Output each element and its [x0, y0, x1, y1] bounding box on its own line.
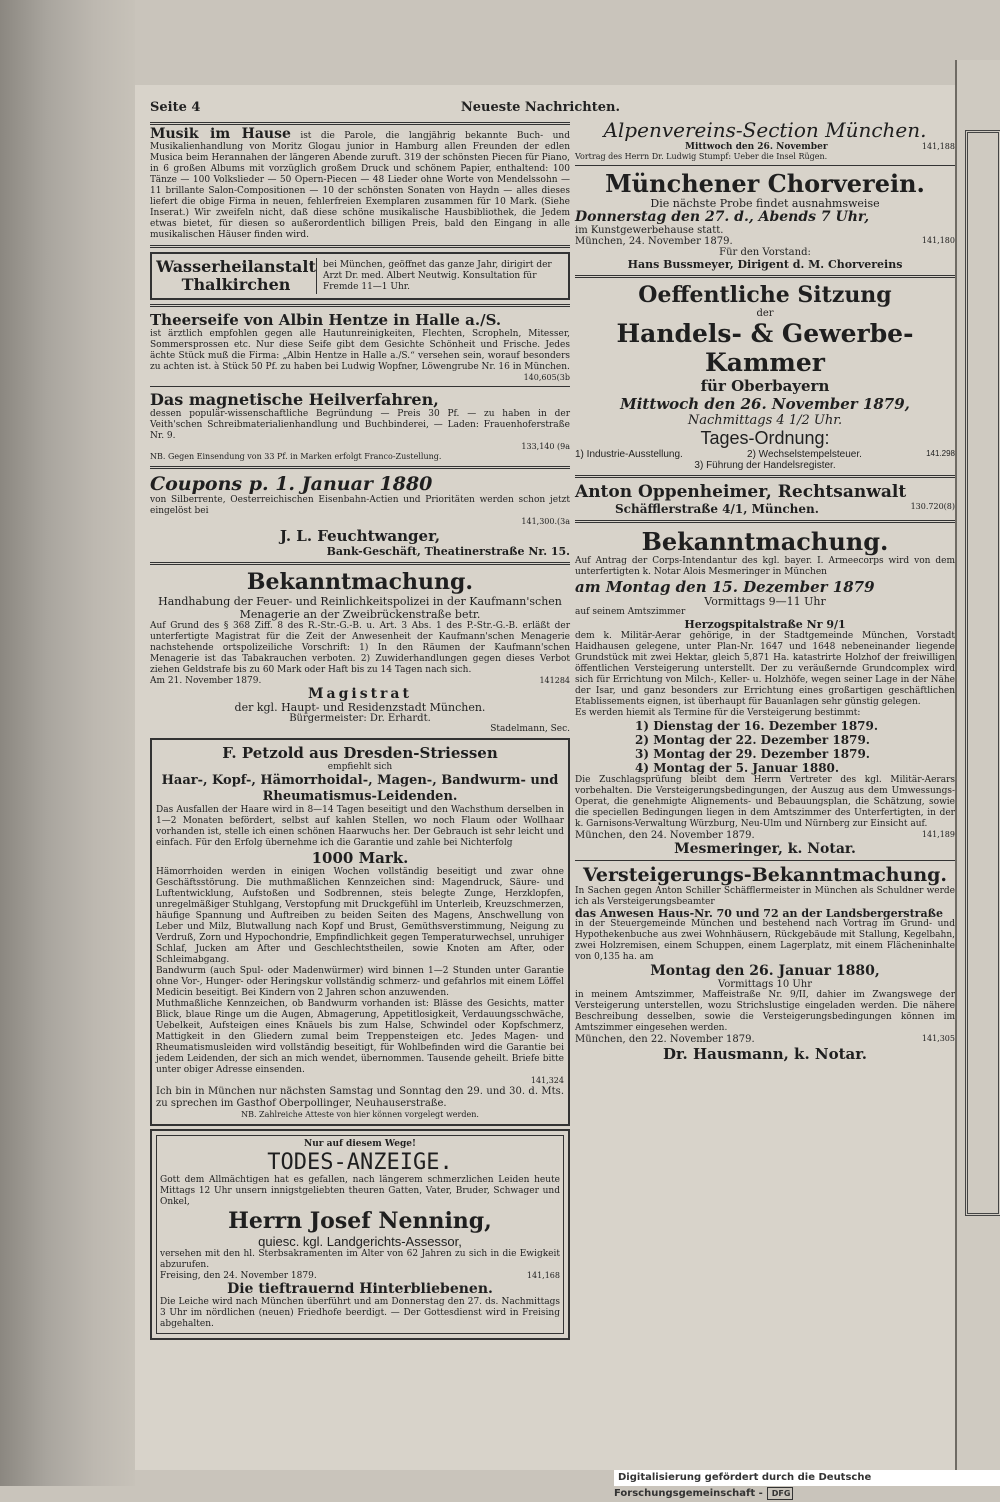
ad-title: Alpenvereins-Section München.: [603, 118, 927, 142]
dfg-logo: DFG: [767, 1487, 794, 1500]
ad-paragraph: Hämorrhoiden werden in einigen Wochen vollständig beseitigt und zwar ohne Geschäftsstörung. Die muthmaßlichen Kennzeichen sind: Magendruck, Säure- und Luftentwicklung, Aufstoßen und Sodbrennen, steis belegte Zunge, Herzklopfen, unregelmäßiger Stuhlgang, Verstopfung mit Druckgefühl im Unterleib, Kreuzschmerzen, häufige Spannung und Auftreiben zu beiden Seiten des Magens, Anschwellung von Leber und Milz, Blutwallung nach Kopf und Brust, Gemüthsverstimmung, Neigung zu Verdruß, Zorn und Hypochondrie, Empfindlichkeit gegen Temperaturwechsel, unruhiger Schlaf, Jucken am After und Geschlechtstheilen, sowie Knoten am After, oder Schleimabgang.: [156, 867, 564, 965]
notice-term: 2) Montag der 22. Dezember 1879.: [635, 733, 870, 747]
ad-title: F. Petzold aus Dresden-Striessen: [222, 744, 498, 762]
ad-alpenverein: [575, 118, 955, 162]
notice-date2: München, den 24. November 1879.: [575, 830, 755, 841]
ad-pre: Nur auf diesem Wege!: [304, 1139, 416, 1149]
ad-title: Wasserheilanstalt Thalkirchen: [156, 257, 316, 294]
ad-title: Musik im Hause: [150, 126, 291, 142]
ad-musik: [150, 126, 570, 241]
notice-date: Montag den 26. Januar 1880,: [650, 963, 880, 979]
ad-petzold: [150, 738, 570, 1126]
ad-code: 141,188: [921, 142, 955, 151]
ad-title: Theerseife von Albin Hentze in Halle a./S.: [150, 311, 502, 329]
ad-text: versehen mit den hl. Sterbsakramenten im Alter von 62 Jahren zu sich in die Ewigkeit abzurufen.: [160, 1249, 560, 1270]
notice-authority-full: der kgl. Haupt- und Residenzstadt München.: [234, 701, 486, 714]
ad-address: Bank-Geschäft, Theatinerstraße Nr. 15.: [326, 545, 570, 558]
ad-for: Für den Vorstand:: [719, 247, 811, 258]
notice-title: Bekanntmachung.: [246, 569, 474, 595]
ad-theerseife: [150, 311, 570, 383]
ad-code: 141,168: [526, 1271, 560, 1280]
ad-text: Gott dem Allmächtigen hat es gefallen, nach längerem schmerzlichen Leiden heute Mittags 12 Uhr unsern innigstgeliebten theuren Gatten, Vater, Bruder, Schwager und Onkel,: [160, 1175, 560, 1207]
ad-date: Freising, den 24. November 1879.: [160, 1271, 317, 1281]
notice-term: 4) Montag der 5. Januar 1880.: [635, 761, 840, 775]
ad-title: TODES-ANZEIGE.: [267, 1150, 453, 1175]
ad-todesanzeige: [150, 1129, 570, 1340]
ad-chamber: Handels- & Gewerbe-Kammer: [616, 319, 914, 377]
notice-code: 141,305: [921, 1034, 955, 1043]
ad-code: 130.720(8): [910, 502, 955, 511]
ad-code: 140,605(3b: [523, 373, 570, 382]
ad-name: Herrn Josef Nenning,: [228, 1208, 492, 1234]
ad-firm: J. L. Feuchtwanger,: [279, 527, 441, 545]
right-column: [575, 118, 955, 1066]
ad-date: Mittwoch den 26. November: [685, 142, 828, 152]
ad-code: 133,140 (9a: [521, 442, 570, 451]
ad-note: NB. Zahlreiche Atteste von hier können vorgelegt werden.: [241, 1110, 479, 1119]
ad-coupons: [150, 473, 570, 558]
notice-authority: Magistrat: [308, 686, 412, 702]
ad-subtitle: Haar-, Kopf-, Hämorrhoidal-, Magen-, Bandwurm- und Rheumatismus-Leidenden.: [161, 773, 559, 804]
ad-place: im Kunstgewerbehause statt.: [575, 225, 724, 236]
notice-signature: Mesmeringer, k. Notar.: [674, 841, 856, 857]
ad-paragraph: Bandwurm (auch Spul- oder Madenwürmer) wird binnen 1—2 Stunden unter Garantie ohne Vor-, Hunger- oder Heringskur vollständig schmerz- und gefahrlos mit einem Löffel Medicin beseitigt. Bei Kindern von 2 Jahren schon anzuwenden.: [156, 966, 564, 998]
newspaper-title: Neueste Nachrichten.: [460, 100, 620, 115]
ad-wasserheilanstalt: [150, 252, 570, 300]
ad-title: Das magnetische Heilverfahren,: [150, 390, 439, 409]
ad-title: Oeffentliche Sitzung: [638, 282, 892, 308]
ad-time: Nachmittags 4 1/2 Uhr.: [687, 413, 843, 428]
ad-note: NB. Gegen Einsendung von 33 Pf. in Marken erfolgt Franco-Zustellung.: [150, 452, 442, 461]
ad-code: 141,300.(3a: [521, 517, 570, 526]
notice-subject: Handhabung der Feuer- und Reinlichkeitspolizei in der Kaufmann'schen Menagerie an der Zweibrückenstraße betr.: [158, 595, 562, 621]
ornament-border: [965, 130, 1000, 1216]
next-page-edge: [955, 60, 1000, 1470]
ad-oppenheimer: [575, 482, 955, 516]
ad-date: Mittwoch den 26. November 1879,: [620, 395, 910, 413]
page-number: Seite 4: [150, 100, 201, 115]
notice-date: am Montag den 15. Dezember 1879: [575, 578, 875, 596]
notice-secretary: Stadelmann, Sec.: [490, 724, 570, 734]
ad-chorverein: [575, 169, 955, 271]
ad-text: ist die Parole, die langjährig bekannte Buch- und Musikalienhandlung von Moritz Glogau junior in Hamburg allen Freunden der edlen Musica beim Herannahen der längeren Abende zuruft. 319 der schönsten Piecen für Piano, in 6 großen Albums mit vorzüglich großem Druck und schönem Papier, enthaltend: 100 Tänze — 100 Volkslieder — 50 Opern-Piecen — 48 Lieder ohne Worte von Mendelssohn — 11 brillante Salon-Compositionen — 10 der schönsten Sonaten von Haydn — alles dieses liefert die obige Firma in neuen, fehlerfreien Exemplaren zusammen für 10 Mark. (Siehe Inserat.) Wir zweifeln nicht, daß diese schöne musikalische Hausbibliothek, die Jedem etwas bietet, für diesen so außerordentlich billigen Preis, bald den Eingang in alle musikalischen Häuser finden wird.: [150, 131, 570, 240]
ad-text: bei München, geöffnet das ganze Jahr, dirigirt der Arzt Dr. med. Albert Neutwig. Konsultation für Fremde 11—1 Uhr.: [323, 259, 552, 292]
notice-time: Vormittags 9—11 Uhr: [704, 595, 826, 608]
notice-text: Auf Antrag der Corps-Intendantur des kgl. bayer. I. Armeecorps wird von dem unterfertigten k. Notar Alois Mesmeringer in München: [575, 556, 955, 577]
notice-code: 141,189: [921, 830, 955, 839]
ad-code: 141.298: [926, 449, 955, 458]
ad-text: von Silberrente, Oesterreichischen Eisenbahn-Actien und Prioritäten werden schon jetzt eingelöst bei: [150, 495, 570, 516]
ad-sitzung: [575, 282, 955, 471]
ad-code: 141,324: [530, 1076, 564, 1085]
ad-der: der: [756, 308, 774, 319]
ad-agenda-title: Tages-Ordnung:: [700, 428, 830, 448]
ad-region: für Oberbayern: [700, 377, 830, 395]
notice-time: Vormittags 10 Uhr: [717, 979, 813, 990]
notice-bekanntmachung: [150, 569, 570, 735]
ad-text: ist ärztlich empfohlen gegen alle Hautunreinigkeiten, Flechten, Scropheln, Mitesser, Sommersprossen etc. Nur diese Seife gibt dem Gesichte Schönheit und Frische. Jedes ächte Stück muß die Firma: „Albin Hentze in Halle a./S.“ versehen sein, worauf besonders zu achten ist. à Stück 50 Pf. zu haben bei Ludwig Wopfner, Löwengrube Nr. 16 in München.: [150, 329, 570, 372]
ad-text: Die nächste Probe findet ausnahmsweise: [650, 197, 880, 210]
notice-versteigerung-holzhof: [575, 527, 955, 857]
ad-code: 141,180: [921, 236, 955, 245]
ad-signature: Hans Bussmeyer, Dirigent d. M. Chorvereins: [627, 258, 903, 271]
left-column: [150, 118, 570, 1343]
notice-text: in der Steuergemeinde München und bestehend nach Vortrag im Grund- und Hypothekenbuche aus zwei Wohnhäusern, Rückgebäude mit Stallung, Kegelbahn, zwei Holzremisen, einem Schuppen, einem Lagerplatz, mit einem Flächeninhalte von 0,135 ha. am: [575, 919, 955, 962]
notice-street: Herzogspitalstraße Nr 9/1: [684, 618, 846, 631]
ad-paragraph: Das Ausfallen der Haare wird in 8—14 Tagen beseitigt und den Wachsthum derselben in 1—2 Monaten befördert, selbst auf kahlen Stellen, wo noch Flaum oder Wollhaar vorhanden ist, stelle ich einen schönen Haarwuchs her. Der Gebrauch ist sehr leicht und einfach. Für den Erfolg übernehme ich die Garantie und zahle bei Nichterfolg: [156, 805, 564, 848]
ad-agenda-item: 2) Wechselstempelsteuer.: [747, 449, 862, 460]
notice-text: Auf Grund des § 368 Ziff. 8 des R.-Str.-G.-B. u. Art. 3 Abs. 1 des P.-Str.-G.-B. erläßt der unterfertigte Magistrat für die Zeit der Anwesenheit der Kaufmann'schen Menagerie nachstehende ortspolizeiliche Vorschrift: 1) In den Räumen der Kaufmann'schen Menagerie ist das Tabakrauchen verboten. 2) Zuwiderhandlungen gegen dieses Verbot ziehen Geldstrafe bis zu 60 Mark oder Haft bis zu 14 Tagen nach sich.: [150, 621, 570, 675]
ad-mourners: Die tieftrauernd Hinterbliebenen.: [227, 1281, 493, 1297]
notice-mayor: Bürgermeister: Dr. Erhardt.: [289, 713, 431, 724]
ad-magnetisch: [150, 390, 570, 462]
ad-address: Schäfflerstraße 4/1, München.: [615, 502, 819, 516]
ad-text: Vortrag des Herrn Dr. Ludwig Stumpf: Ueber die Insel Rügen.: [575, 152, 828, 161]
ad-text: dessen populär-wissenschaftliche Begründung — Preis 30 Pf. — zu haben in der Veith'schen Schreibmaterialienhandlung und Buchbinderei, — Laden: Frauenhoferstraße Nr. 9.: [150, 409, 570, 441]
notice-versteigerung-schiller: [575, 864, 955, 1063]
ad-text: Die Leiche wird nach München überführt und am Donnerstag den 27. ds. Nachmittags 3 Uhr im nördlichen (neuen) Friedhofe beerdigt. — Der Gottesdienst wird in Freising abgehalten.: [160, 1297, 560, 1329]
ad-agenda-item: 1) Industrie-Ausstellung.: [575, 449, 683, 460]
notice-location: auf seinem Amtszimmer: [575, 607, 686, 617]
ad-date: Donnerstag den 27. d., Abends 7 Uhr,: [575, 209, 870, 225]
ad-paragraph: Ich bin in München nur nächsten Samstag und Sonntag den 29. und 30. d. Mts. zu sprechen im Gasthof Oberpollinger, Neuhauserstraße.: [156, 1086, 564, 1109]
notice-signature: Dr. Hausmann, k. Notar.: [662, 1045, 868, 1063]
ad-city: München, 24. November 1879.: [575, 236, 733, 247]
notice-body: Die Zuschlagsprüfung bleibt dem Herrn Vertreter des kgl. Militär-Aerars vorbehalten. Die Versteigerungsbedingungen, der Auszug aus dem Umwessungs-Operat, die genehmigte Alignements- und Bebauungsplan, die Schätzung, sowie die speciellen Bedingungen liegen in dem Amtszimmer des Unterfertigten, in der k. Garnisons-Verwaltung Würzburg, Neu-Ulm und Nürnberg zur Einsicht auf.: [575, 775, 955, 829]
notice-title: Versteigerungs-Bekanntmachung.: [582, 864, 948, 886]
notice-text: in meinem Amtszimmer, Maffeistraße Nr. 9/II, dahier im Zwangswege der Versteigerung unterstellen, wozu Strichslustige eingeladen werden. Die nähere Beschreibung desselben, sowie die Versteigerungsbedingungen können im Amtszimmer eingesehen werden.: [575, 990, 955, 1033]
notice-term: 3) Montag der 29. Dezember 1879.: [635, 747, 870, 761]
footer-text: Digitalisierung gefördert durch die Deutsche Forschungsgemeinschaft -: [614, 1472, 872, 1499]
notice-date: Am 21. November 1879.: [150, 676, 262, 686]
ad-title: Anton Oppenheimer, Rechtsanwalt: [575, 482, 907, 502]
notice-body: dem k. Militär-Aerar gehörige, in der Stadtgemeinde München, Vorstadt Haidhausen gelegene, unter Plan-Nr. 1647 und 1648 nebeneinander liegende Grundstück mit zwei Hektar, gleich 5,871 Ha. katastrirte Holzhof der freiwilligen öffentlichen Versteigerung unterstellt. Der zu veräußernde Grundcomplex wird sich für Errichtung von Milch-, Keller- u. Holzhöfe, wegen seiner Lage in der Nähe der Isar, und ganz besonders zur Errichtung eines großartigen geschäftlichen Etablissements eignen, ist überhaupt für Bauanlagen sehr günstig gelegen.: [575, 631, 955, 707]
digitization-footer: [614, 1470, 1000, 1499]
notice-code: 141284: [539, 676, 570, 685]
ad-agenda-item: 3) Führung der Handelsregister.: [694, 460, 836, 471]
ad-paragraph: Muthmaßliche Kennzeichen, ob Bandwurm vorhanden ist: Blässe des Gesichts, matter Blick, blaue Ringe um die Augen, Abmagerung, Appetitlosigkeit, Verdauungsschwäche, Uebelkeit, Aufsteigen eines Knäuels bis zum Halse, Schwindel oder Kopfschmerz, Mattigkeit in den Gliedern zumal beim Treppensteigen etc. Jedes Magen- und Rheumatismusleiden wird vollständig beseitigt, für Wohlbefinden wird die Garantie bei jedem Leidenden, der sich an mich wendet, übernommen. Tausende geheilt. Briefe bitte unter obiger Adresse einsenden.: [156, 999, 564, 1075]
page-header: [150, 100, 620, 115]
notice-title: Bekanntmachung.: [641, 527, 889, 556]
notice-houses: das Anwesen Haus-Nr. 70 und 72 an der Landsbergerstraße: [575, 907, 943, 920]
book-binding: [0, 0, 135, 1486]
ad-reward: 1000 Mark.: [311, 849, 409, 867]
notice-term: 1) Dienstag der 16. Dezember 1879.: [635, 719, 879, 733]
notice-text: In Sachen gegen Anton Schiller Schäfflermeister in München als Schuldner werde ich als Versteigerungsbeamter: [575, 886, 955, 907]
ad-role: quiesc. kgl. Landgerichts-Assessor,: [258, 1234, 462, 1249]
ad-title: Münchener Chorverein.: [605, 169, 925, 198]
notice-terms-intro: Es werden hiemit als Termine für die Versteigerung bestimmt:: [575, 708, 861, 718]
ad-title: Coupons p. 1. Januar 1880: [150, 473, 433, 495]
notice-date2: München, den 22. November 1879.: [575, 1034, 755, 1045]
ad-recommend: empfiehlt sich: [327, 762, 393, 772]
